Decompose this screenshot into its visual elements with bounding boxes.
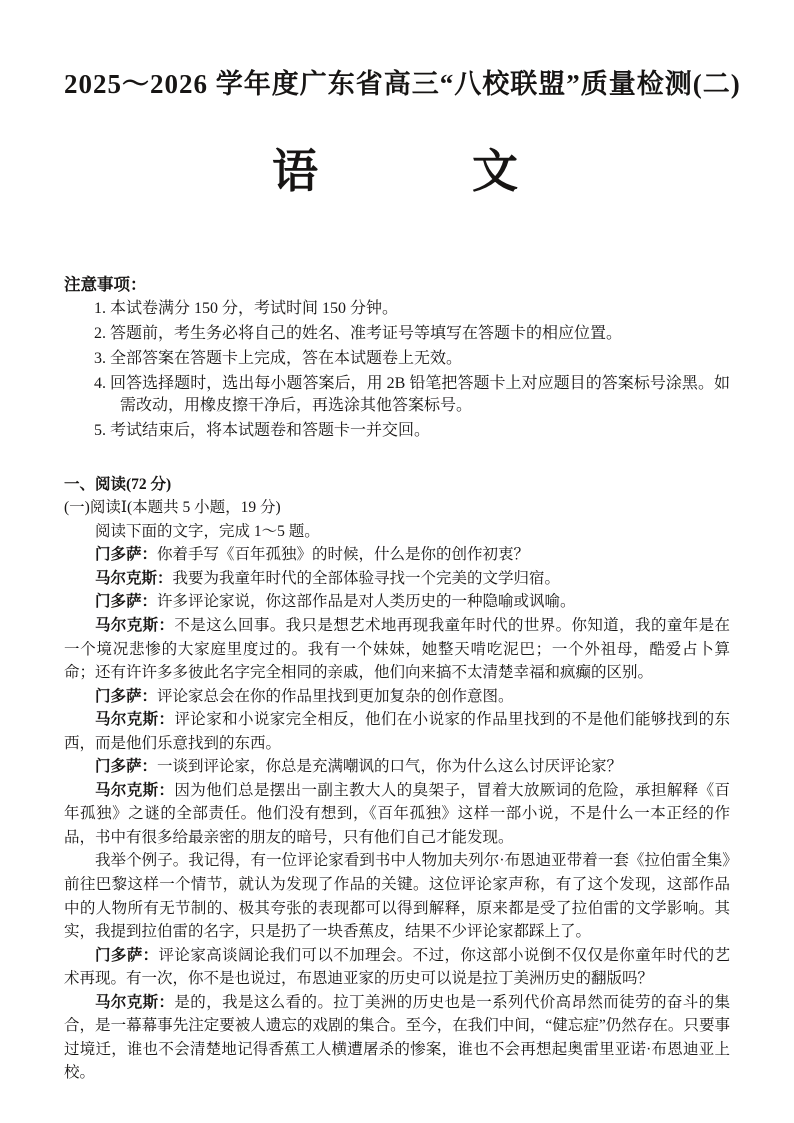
- dialogue-text: 你着手写《百年孤独》的时候，什么是你的创作初衷？: [157, 546, 530, 564]
- dialogue-paragraph: [64, 755, 730, 779]
- dialogue-text: 不是这么回事。我只是想艺术地再现我童年时代的世界。你知道，我的童年是在一个境况悲惨的大家庭里度过的。我有一个妹妹，她整天啃吃泥巴；一个外祖母，酷爱占卜算命；还有许许多多彼此名字完全相同的亲戚，他们向来搞不太清楚幸福和疯癫的区别。: [64, 617, 730, 682]
- speaker-name: 马尔克斯：: [95, 711, 175, 729]
- notice-item: 5. 考试结束后，将本试题卷和答题卡一并交回。: [94, 422, 431, 440]
- speaker-name: 马尔克斯：: [95, 569, 173, 587]
- dialogue-text: 因为他们总是摆出一副主教大人的臭架子，冒着大放厥词的危险，承担解释《百年孤独》之谜的全部责任。他们没有想到，《百年孤独》这样一部小说，不是什么一本正经的作品，书中有很多给最亲密的朋友的暗号，只有他们自己才能发现。: [64, 781, 730, 846]
- dialogue-text: 我要为我童年时代的全部体验寻找一个完美的文学归宿。: [172, 569, 561, 587]
- section-subheading-reading-one: (一)阅读Ⅰ(本题共 5 小题，19 分): [64, 499, 281, 517]
- dialogue-paragraph: [64, 944, 730, 991]
- notice-section: [64, 273, 730, 443]
- speaker-name: 门多萨：: [95, 593, 158, 611]
- dialogue-paragraph: [64, 614, 730, 685]
- dialogue-paragraph: [64, 849, 730, 943]
- notice-item: 1. 本试卷满分 150 分，考试时间 150 分钟。: [94, 300, 399, 318]
- dialogue-paragraph: [64, 685, 730, 709]
- speaker-name: 门多萨：: [95, 946, 159, 964]
- subject-title: 语 文: [272, 146, 522, 197]
- section-heading-part-one: 一、阅读(72 分): [64, 475, 172, 493]
- dialogue-paragraph: [64, 543, 730, 567]
- speaker-name: 门多萨：: [95, 546, 158, 564]
- reading-instruction: 阅读下面的文字，完成 1～5 题。: [95, 522, 320, 540]
- dialogue-paragraph: [64, 567, 730, 591]
- dialogue-text: 评论家高谈阔论我们可以不加理会。不过，你这部小说倒不仅仅是你童年时代的艺术再现。有一次，你不是也说过，布恩迪亚家的历史可以说是拉丁美洲历史的翻版吗？: [64, 946, 730, 988]
- dialogue-text: 一谈到评论家，你总是充满嘲讽的口气，你为什么这么讨厌评论家？: [157, 758, 623, 776]
- dialogue-paragraph: [64, 590, 730, 614]
- reading-section: [64, 473, 730, 1085]
- notice-item: 4. 回答选择题时，选出每小题答案后，用 2B 铅笔把答题卡上对应题目的答案标号涂黑。如需改动，用橡皮擦干净后，再选涂其他答案标号。: [94, 374, 730, 415]
- dialogue-text: 我举个例子。我记得，有一位评论家看到书中人物加夫列尔·布恩迪亚带着一套《拉伯雷全集》前往巴黎这样一个情节，就认为发现了作品的关键。这位评论家声称，有了这个发现，这部作品中的人物所有无节制的、极其夸张的表现都可以得到解释，原来都是受了拉伯雷的文学影响。其实，我提到拉伯雷的名字，只是扔了一块香蕉皮，结果不少评论家都踩上了。: [64, 852, 730, 941]
- dialogue-text: 是的，我是这么看的。拉丁美洲的历史也是一系列代价高昂然而徒劳的奋斗的集合，是一幕幕事先注定要被人遗忘的戏剧的集合。至今，在我们中间，“健忘症”仍然存在。只要事过境迁，谁也不会清楚地记得香蕉工人横遭屠杀的惨案，谁也不会再想起奥雷里亚诺·布恩迪亚上校。: [64, 993, 730, 1082]
- notice-heading: 注意事项：: [64, 275, 147, 294]
- speaker-name: 马尔克斯：: [95, 993, 175, 1011]
- dialogue-text: 评论家总会在你的作品里找到更加复杂的创作意图。: [157, 687, 514, 705]
- dialogue-paragraph: [64, 991, 730, 1085]
- notice-item: 3. 全部答案在答题卡上完成，答在本试题卷上无效。: [94, 349, 463, 367]
- notice-item: 2. 答题前，考生务必将自己的姓名、准考证号等填写在答题卡的相应位置。: [94, 325, 623, 343]
- dialogue-paragraph: [64, 779, 730, 850]
- speaker-name: 门多萨：: [95, 758, 158, 776]
- dialogue-paragraph: [64, 708, 730, 755]
- speaker-name: 马尔克斯：: [95, 617, 175, 635]
- exam-title: 2025～2026 学年度广东省高三“八校联盟”质量检测(二): [64, 69, 741, 99]
- dialogue-text: 许多评论家说，你这部作品是对人类历史的一种隐喻或讽喻。: [157, 593, 576, 611]
- speaker-name: 门多萨：: [95, 687, 158, 705]
- dialogue-text: 评论家和小说家完全相反，他们在小说家的作品里找到的不是他们能够找到的东西，而是他们乐意找到的东西。: [64, 711, 730, 752]
- speaker-name: 马尔克斯：: [95, 781, 175, 799]
